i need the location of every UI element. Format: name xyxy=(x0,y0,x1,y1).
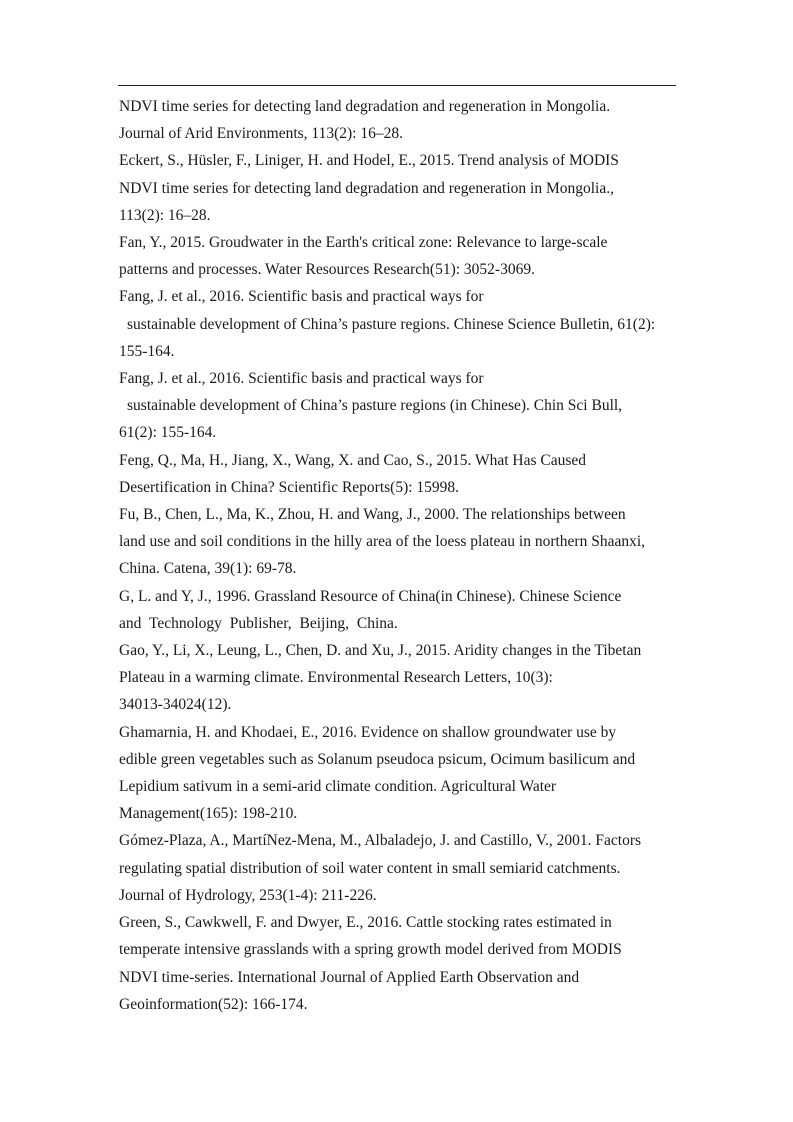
reference-line: Gómez-Plaza, A., MartíNez-Mena, M., Albaladejo, J. and Castillo, V., 2001. Factors xyxy=(119,832,642,850)
reference-line: Lepidium sativum in a semi-arid climate condition. Agricultural Water xyxy=(119,778,557,796)
reference-line: Gao, Y., Li, X., Leung, L., Chen, D. and Xu, J., 2015. Aridity changes in the Tibetan xyxy=(119,642,642,660)
reference-entry xyxy=(119,909,675,1018)
reference-line: Journal of Arid Environments, 113(2): 16–28. xyxy=(119,125,403,143)
reference-line: 155-164. xyxy=(119,342,175,360)
reference-line: Plateau in a warming climate. Environmental Research Letters, 10(3): xyxy=(119,669,553,687)
reference-line: G, L. and Y, J., 1996. Grassland Resource of China(in Chinese). Chinese Science xyxy=(119,587,622,605)
reference-entry xyxy=(119,827,675,909)
reference-line: NDVI time-series. International Journal of Applied Earth Observation and xyxy=(119,968,580,986)
reference-line: 34013-34024(12). xyxy=(119,696,232,714)
header-rule xyxy=(118,85,676,86)
reference-line: Geoinformation(52): 166-174. xyxy=(119,995,308,1013)
reference-line: patterns and processes. Water Resources Research(51): 3052-3069. xyxy=(119,261,535,279)
reference-entry xyxy=(119,583,675,637)
reference-line: and Technology Publisher, Beijing, China. xyxy=(119,614,398,632)
reference-line: NDVI time series for detecting land degradation and regeneration in Mongolia., xyxy=(119,179,614,197)
reference-line: 61(2): 155-164. xyxy=(119,424,217,442)
reference-line: Fang, J. et al., 2016. Scientific basis and practical ways for xyxy=(119,370,484,388)
reference-list xyxy=(119,93,675,1018)
reference-entry xyxy=(119,147,675,229)
reference-entry xyxy=(119,637,675,719)
reference-line: NDVI time series for detecting land degradation and regeneration in Mongolia. xyxy=(119,98,611,115)
reference-entry xyxy=(119,93,675,147)
reference-entry xyxy=(119,501,675,583)
reference-entry xyxy=(119,283,675,365)
reference-line: 113(2): 16–28. xyxy=(119,206,211,224)
reference-line: Fang, J. et al., 2016. Scientific basis and practical ways for xyxy=(119,288,484,306)
reference-line: Ghamarnia, H. and Khodaei, E., 2016. Evidence on shallow groundwater use by xyxy=(119,723,617,741)
reference-line: edible green vegetables such as Solanum pseudoca psicum, Ocimum basilicum and xyxy=(119,750,636,768)
reference-line: sustainable development of China’s pasture regions. Chinese Science Bulletin, 61(2): xyxy=(127,315,656,333)
reference-line: sustainable development of China’s pasture regions (in Chinese). Chin Sci Bull, xyxy=(127,397,623,415)
reference-line: Journal of Hydrology, 253(1-4): 211-226. xyxy=(119,886,377,904)
reference-line: Green, S., Cawkwell, F. and Dwyer, E., 2016. Cattle stocking rates estimated in xyxy=(119,914,612,932)
reference-line: Feng, Q., Ma, H., Jiang, X., Wang, X. and Cao, S., 2015. What Has Caused xyxy=(119,451,587,469)
reference-entry xyxy=(119,447,675,501)
reference-entry xyxy=(119,365,675,447)
reference-line: Fan, Y., 2015. Groudwater in the Earth's critical zone: Relevance to large-scale xyxy=(119,234,608,252)
reference-line: Management(165): 198-210. xyxy=(119,805,298,823)
reference-line: temperate intensive grasslands with a spring growth model derived from MODIS xyxy=(119,941,622,959)
reference-entry xyxy=(119,719,675,828)
reference-line: Fu, B., Chen, L., Ma, K., Zhou, H. and Wang, J., 2000. The relationships between xyxy=(119,506,626,524)
reference-line: regulating spatial distribution of soil water content in small semiarid catchments. xyxy=(119,859,621,877)
reference-line: Eckert, S., Hüsler, F., Liniger, H. and Hodel, E., 2015. Trend analysis of MODIS xyxy=(119,152,619,170)
reference-entry xyxy=(119,229,675,283)
reference-line: China. Catena, 39(1): 69-78. xyxy=(119,560,297,578)
reference-line: land use and soil conditions in the hilly area of the loess plateau in northern Shaanxi, xyxy=(119,533,646,551)
reference-line: Desertification in China? Scientific Reports(5): 15998. xyxy=(119,478,460,496)
